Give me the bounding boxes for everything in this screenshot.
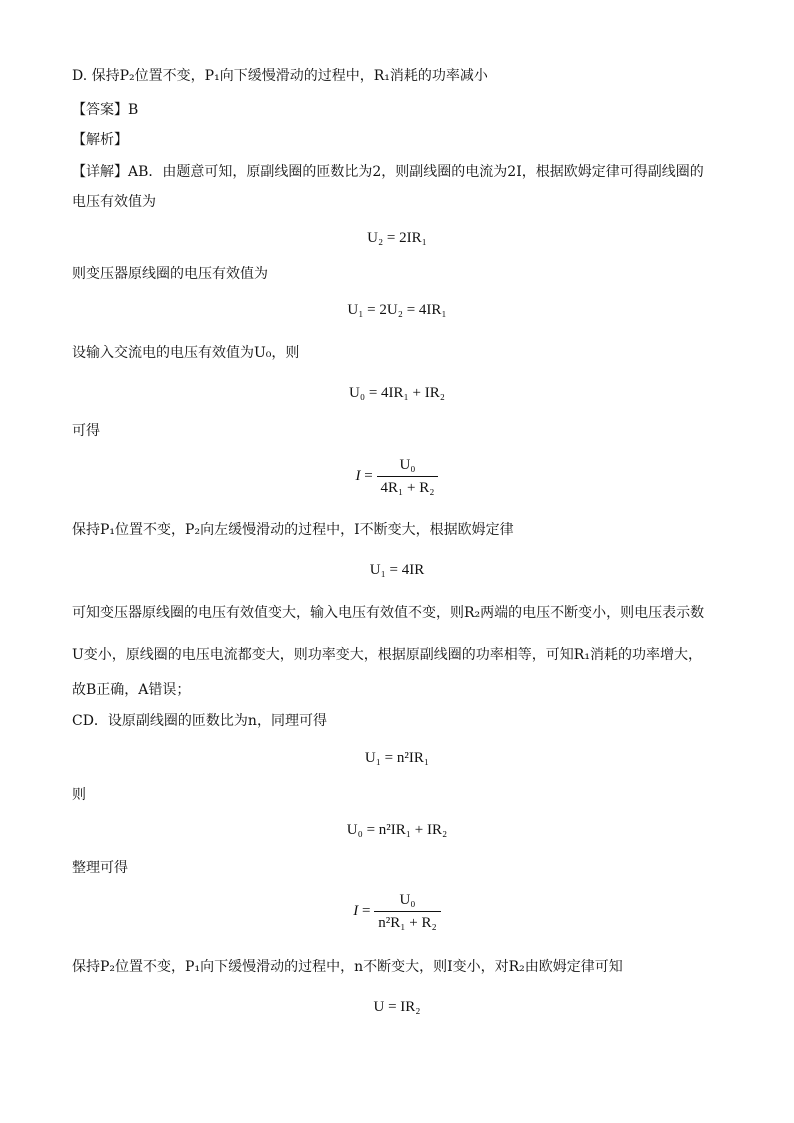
text-line-2: 则变压器原线圈的电压有效值为 <box>72 266 268 282</box>
text-line-10: 保持P₂位置不变，P₁向下缓慢滑动的过程中，n不断变大，则I变小，对R₂由欧姆定律可知 <box>72 959 623 975</box>
text-line-7: CD．设原副线圈的匝数比为n，同理可得 <box>72 713 327 729</box>
equation-4 <box>0 455 794 498</box>
eq4-denominator: 4R₁ + R₂ <box>377 476 439 498</box>
eq9-fraction <box>374 890 440 933</box>
text-line-3: 设输入交流电的电压有效值为U₀，则 <box>72 345 300 361</box>
equation-3: U₀ = 4IR₁ + IR₂ <box>349 385 445 401</box>
text-line-8: 则 <box>72 787 86 803</box>
equation-5: U₁ = 4IR <box>369 562 425 578</box>
answer-label: 【答案】B <box>72 102 139 118</box>
eq9-denominator: n²R₁ + R₂ <box>374 911 440 933</box>
analysis-label: 【解析】 <box>72 132 128 148</box>
text-line-6c: 故B正确，A错误； <box>72 682 191 698</box>
text-line-4: 可得 <box>72 423 100 439</box>
equation-7: U₁ = n²IR₁ <box>364 750 430 766</box>
text-line-6a: 可知变压器原线圈的电压有效值变大，输入电压有效值不变，则R₂两端的电压不断变小，则电压表示数 <box>72 605 705 621</box>
equation-1: U₂ = 2IR₁ <box>367 230 427 246</box>
text-line-5: 保持P₁位置不变，P₂向左缓慢滑动的过程中，I不断变大，根据欧姆定律 <box>72 522 514 538</box>
equation-8: U₀ = n²IR₁ + IR₂ <box>346 822 448 838</box>
detail-paragraph-1b: 电压有效值为 <box>72 194 156 210</box>
text-line-9: 整理可得 <box>72 860 128 876</box>
equation-10: U = IR₂ <box>373 999 421 1015</box>
eq4-fraction <box>377 455 439 498</box>
option-d-line: D. 保持P₂位置不变，P₁向下缓慢滑动的过程中，R₁消耗的功率减小 <box>72 68 488 84</box>
eq4-numerator: U₀ <box>399 457 416 473</box>
detail-paragraph-1a: 【详解】AB．由题意可知，原副线圈的匝数比为2，则副线圈的电流为2I，根据欧姆定律可得副线圈的 <box>72 164 704 180</box>
text-line-6b: U变小，原线圈的电压电流都变大，则功率变大，根据原副线圈的功率相等，可知R₁消耗的功率增大， <box>72 647 702 663</box>
eq9-lhs: I = <box>353 902 375 919</box>
eq4-lhs: I = <box>355 467 377 484</box>
equation-2: U₁ = 2U₂ = 4IR₁ <box>347 302 447 318</box>
eq9-numerator: U₀ <box>399 892 416 908</box>
equation-9 <box>0 890 794 933</box>
